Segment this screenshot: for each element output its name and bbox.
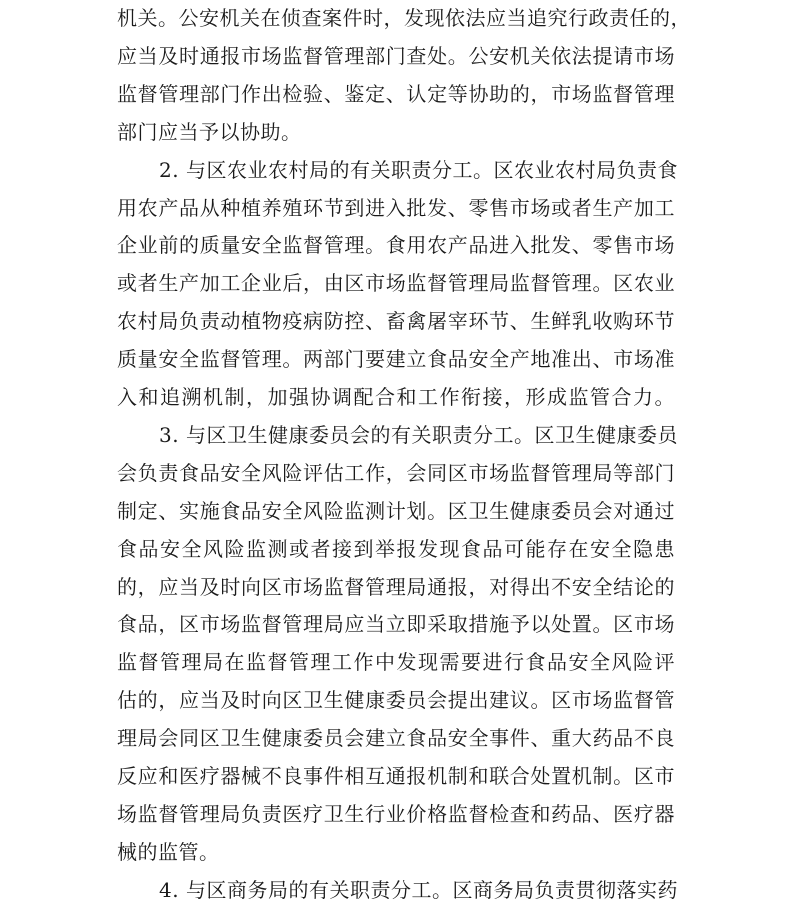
text-line: 企业前的质量安全监督管理。食用农产品进入批发、零售市场 — [117, 233, 675, 258]
text-line: 应当及时通报市场监督管理部门查处。公安机关依法提请市场 — [117, 43, 675, 68]
text-line: 入和追溯机制，加强协调配合和工作衔接，形成监管合力。 — [117, 385, 675, 409]
text-line: 制定、实施食品安全风险监测计划。区卫生健康委员会对通过 — [117, 498, 675, 523]
text-line: 部门应当予以协助。 — [117, 119, 302, 144]
text-line: 场监督管理局负责医疗卫生行业价格监督检查和药品、医疗器 — [117, 801, 675, 826]
text-line: 理局会同区卫生健康委员会建立食品安全事件、重大药品不良 — [117, 726, 675, 751]
paragraph-first-line: 4. 与区商务局的有关职责分工。区商务局负责贯彻落实药 — [159, 877, 678, 902]
text-line: 估的，应当及时向区卫生健康委员会提出建议。区市场监督管 — [117, 688, 675, 713]
paragraph-first-line: 2. 与区农业农村局的有关职责分工。区农业农村局负责食 — [159, 157, 678, 182]
text-line: 用农产品从种植养殖环节到进入批发、零售市场或者生产加工 — [117, 195, 675, 220]
text-line: 反应和医疗器械不良事件相互通报机制和联合处置机制。区市 — [117, 764, 675, 788]
text-line: 的，应当及时向区市场监督管理局通报，对得出不安全结论的 — [117, 574, 675, 599]
text-line: 或者生产加工企业后，由区市场监督管理局监督管理。区农业 — [117, 271, 675, 296]
text-line: 监督管理部门作出检验、鉴定、认定等协助的，市场监督管理 — [117, 81, 675, 106]
text-line: 食品，区市场监督管理局应当立即采取措施予以处置。区市场 — [117, 612, 675, 637]
text-line: 食品安全风险监测或者接到举报发现食品可能存在安全隐患 — [117, 536, 675, 561]
text-line: 械的监管。 — [117, 839, 220, 864]
text-line: 质量安全监督管理。两部门要建立食品安全产地准出、市场准 — [117, 347, 675, 372]
text-line: 会负责食品安全风险评估工作，会同区市场监督管理局等部门 — [117, 460, 675, 485]
text-line: 农村局负责动植物疫病防控、畜禽屠宰环节、生鲜乳收购环节 — [117, 309, 675, 334]
text-line: 机关。公安机关在侦查案件时，发现依法应当追究行政责任的， — [117, 6, 691, 30]
paragraph-first-line: 3. 与区卫生健康委员会的有关职责分工。区卫生健康委员 — [159, 422, 678, 447]
text-line: 监督管理局在监督管理工作中发现需要进行食品安全风险评 — [117, 650, 675, 675]
